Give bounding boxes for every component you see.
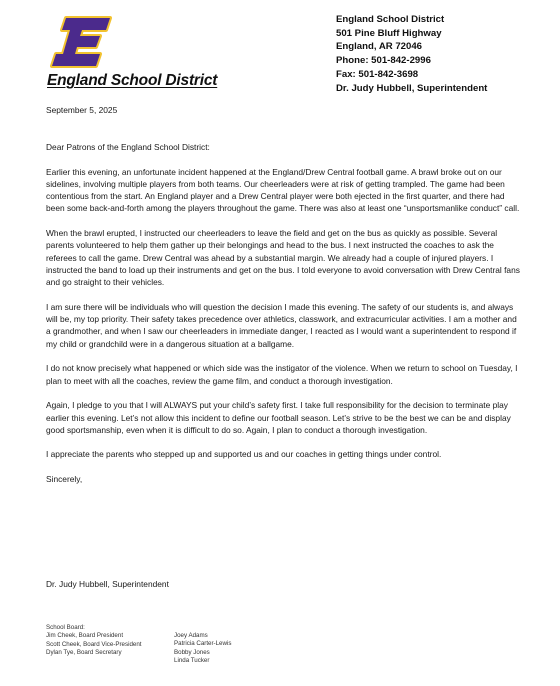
body-paragraph: I am sure there will be individuals who will question the decision I made this evening. The safety of our students is, and always will be, my top priority. Their safety takes precedence over athletics, classwork, and extracurricular activities. I am a mother and a grandmother, and when I saw our cheerleaders in immediate danger, I reacted as I would want a superintendent to respond if my child or grandchild were in a dangerous situation at a ballgame. (46, 301, 517, 349)
board-member: Patricia Carter-Lewis (174, 640, 232, 648)
body-paragraph: Earlier this evening, an unfortunate incident happened at the England/Drew Central football game. A brawl broke out on our sidelines, involving multiple players from both teams. Our cheerleaders were at risk of getting trampled. The game had been contentious from the start. An England player and a Drew Central player were both ejected in the first quarter, and there had been some back-and-forth among the players throughout the game. There was also at least one “unsportsmanlike conduct” call. (46, 166, 520, 214)
board-member: Bobby Jones (174, 648, 210, 656)
letterhead-address (336, 13, 487, 95)
signature-line: Dr. Judy Hubbell, Superintendent (46, 579, 169, 589)
letter-date: September 5, 2025 (46, 105, 118, 115)
address-line: Fax: 501-842-3698 (336, 68, 419, 80)
body-paragraph: I appreciate the parents who stepped up and supported us and our coaches in getting things under control. (46, 449, 442, 460)
salutation: Dear Patrons of the England School District: (46, 142, 210, 152)
body-paragraph: Again, I pledge to you that I will ALWAYS put your child’s safety first. I take full responsibility for the decision to terminate play earlier this evening. Let’s not allow this incident to define our football season. Let’s strive to be the best we can be and display good sportsmanship, even when it is difficult to do so. Again, I plan to conduct a thorough investigation. (46, 400, 511, 435)
address-line: 501 Pine Bluff Highway (336, 27, 442, 39)
address-line: Dr. Judy Hubbell, Superintendent (336, 82, 488, 94)
body-paragraph: When the brawl erupted, I instructed our cheerleaders to leave the field and get on the bus as quickly as possible. Several parents volunteered to help them gather up their belongings and head to the bus. I next instructed the coaches to ask the referees to call the game. Drew Central was ahead by a substantial margin. We already had a couple of injured players. I instructed the band to load up their instruments and get on the bus. I told everyone to avoid conversation with Drew Central fans and go straight to their vehicles. (46, 228, 520, 288)
school-board-column-2 (174, 632, 231, 666)
england-e-logo (50, 14, 112, 70)
district-name-heading: England School District (47, 72, 218, 89)
board-member: Linda Tucker (174, 657, 210, 665)
letter-body (46, 141, 522, 498)
logo-letter-e (52, 18, 110, 66)
address-line: England, AR 72046 (336, 41, 423, 53)
closing: Sincerely, (46, 474, 83, 485)
board-heading: School Board: (46, 624, 85, 631)
board-member: Dylan Tye, Board Secretary (46, 649, 122, 657)
address-line: England School District (336, 14, 445, 25)
school-board-column-1 (46, 624, 142, 658)
address-line: Phone: 501-842-2996 (336, 55, 431, 67)
board-member: Scott Cheek, Board Vice-President (46, 640, 142, 648)
board-member: Joey Adams (174, 632, 208, 639)
body-paragraph: I do not know precisely what happened or which side was the instigator of the violence. When we return to school on Tuesday, I plan to meet with all the coaches, review the game film, and conduct a thorough investigation. (46, 363, 518, 386)
board-member: Jim Cheek, Board President (46, 632, 124, 640)
